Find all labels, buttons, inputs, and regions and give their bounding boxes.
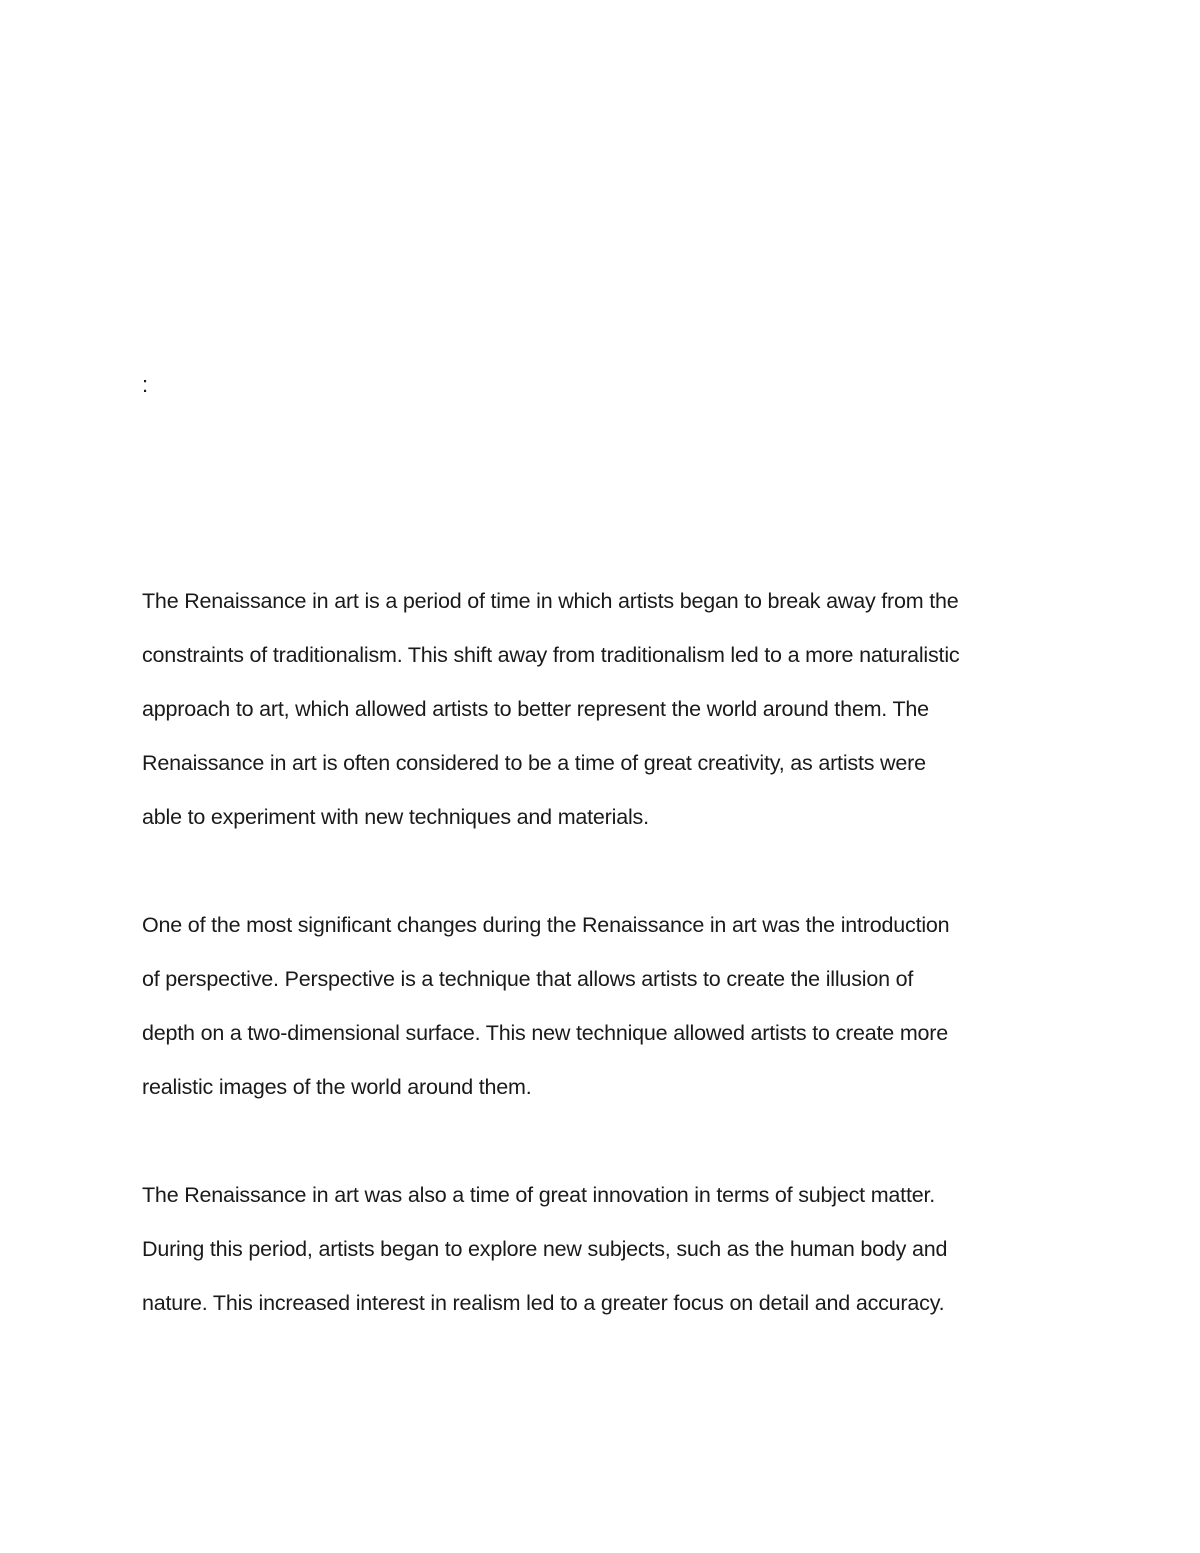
text-line: Renaissance in art is often considered to be a time of great creativity, as artists were — [142, 751, 926, 775]
text-line: of perspective. Perspective is a technique that allows artists to create the illusion of — [142, 967, 914, 991]
text-line: The Renaissance in art was also a time of great innovation in terms of subject matter. — [142, 1183, 936, 1207]
text-line: During this period, artists began to explore new subjects, such as the human body and — [142, 1237, 948, 1261]
text-line: approach to art, which allowed artists to better represent the world around them. The — [142, 697, 929, 721]
text-line: One of the most significant changes during the Renaissance in art was the introduction — [142, 913, 950, 937]
paragraph-1 — [142, 574, 1082, 844]
text-line: depth on a two-dimensional surface. This new technique allowed artists to create more — [142, 1021, 949, 1045]
paragraph-3 — [142, 1168, 1082, 1330]
text-line: realistic images of the world around them. — [142, 1075, 532, 1099]
paragraph-2 — [142, 898, 1082, 1114]
text-line: nature. This increased interest in realism led to a greater focus on detail and accuracy. — [142, 1291, 945, 1315]
heading-colon: : — [142, 372, 149, 397]
text-line: The Renaissance in art is a period of time in which artists began to break away from the — [142, 589, 959, 613]
text-line: constraints of traditionalism. This shift away from traditionalism led to a more naturalistic — [142, 643, 960, 667]
text-line: able to experiment with new techniques and materials. — [142, 805, 649, 829]
